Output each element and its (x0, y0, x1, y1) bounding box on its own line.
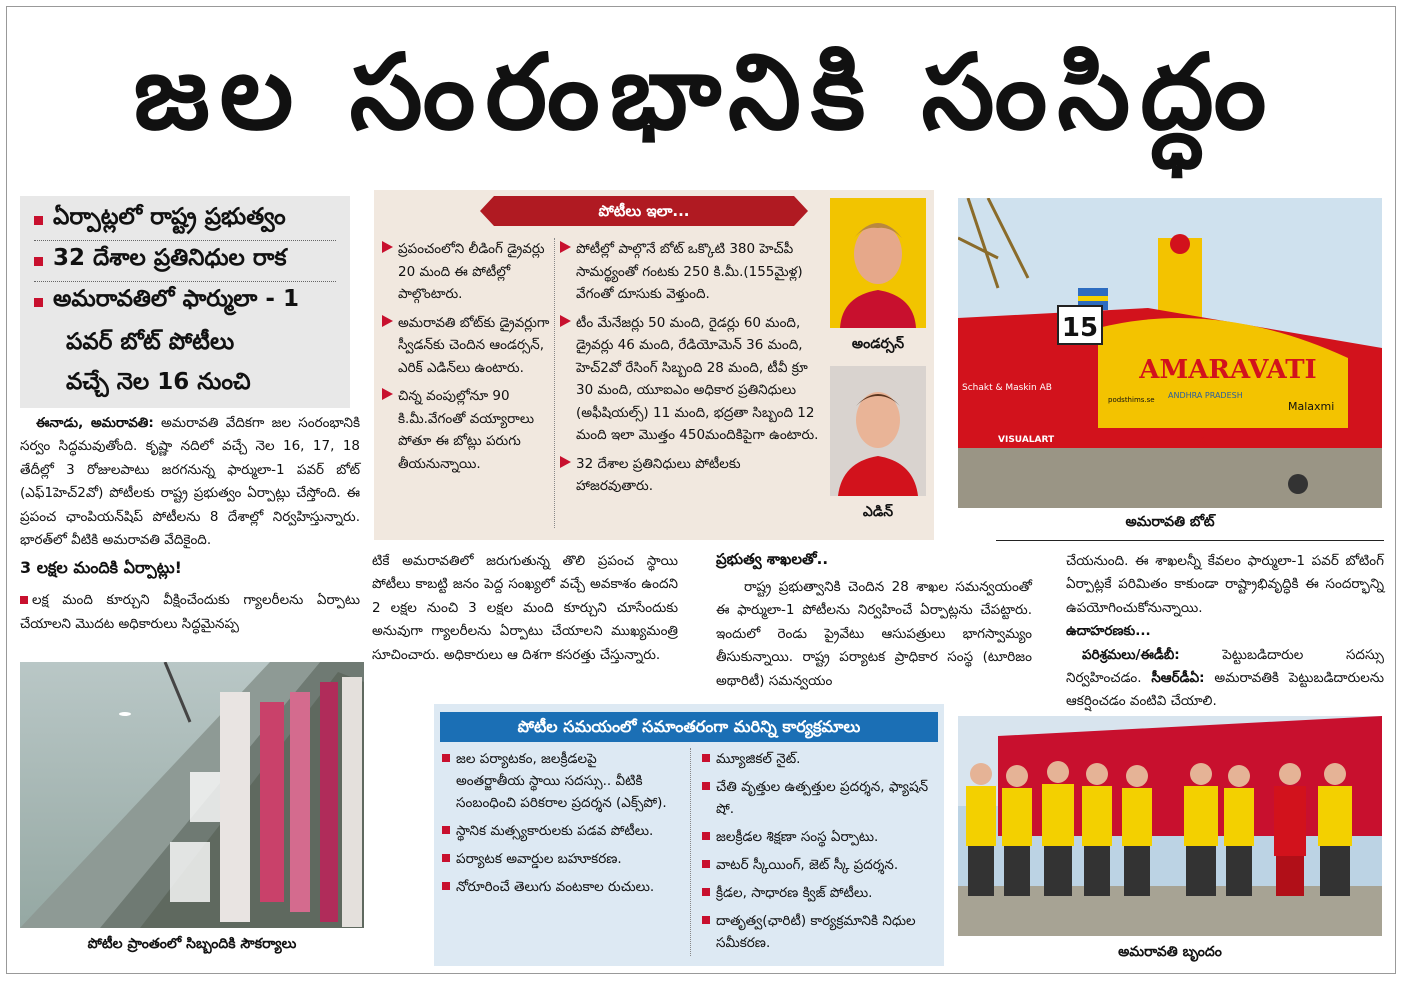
bullet-item: 32 దేశాల ప్రతినిధుల రాక (34, 241, 336, 282)
bullet-square-icon (702, 860, 710, 868)
bullet-item: ఏర్పాట్లలో రాష్ట్ర ప్రభుత్వం (34, 200, 336, 241)
aerial-venue-image (20, 662, 364, 928)
bullet-square-icon (20, 596, 28, 604)
event-item: మ్యూజికల్ నైట్. (702, 748, 938, 770)
arrow-icon (382, 241, 393, 253)
govt-section (716, 550, 1032, 693)
bullet-square-icon (34, 298, 43, 307)
arrow-icon (560, 315, 571, 327)
events-box-title: పోటీల సమయంలో సమాంతరంగా మరిన్ని కార్యక్రమాలు (440, 712, 938, 742)
amaravati-team-image (958, 716, 1382, 936)
facts-box-title: పోటీలు ఇలా... (494, 196, 794, 226)
bullet-square-icon (442, 826, 450, 834)
bullet-subline: వచ్చే నెల 16 నుంచి (66, 369, 251, 395)
event-item: పర్యాటక అవార్డుల బహూకరణ. (442, 848, 668, 870)
arrow-icon (560, 241, 571, 253)
bullet-square-icon (702, 888, 710, 896)
intro-article (20, 412, 360, 636)
fact-item: టీం మేనేజర్లు 50 మంది, రైడర్లు 60 మంది, డ్రైవర్లు 46 మంది, రేడియోమెన్ 36 మంది, హెచ్2వో రేసింగ్ సిబ్బంది 28 మంది, టీవీ క్రూ 30 మంది, యూఐఎం అధికార ప్రతినిధులు (అఫీషియల్స్) 11 మంది, భద్రతా సిబ్బంది 12 మంది ఇలా మొత్తం 450మందికిపైగా ఉంటారు. (560, 312, 820, 447)
portrait-caption: అండర్సన్ (851, 336, 905, 352)
event-item: జలక్రీడల శిక్షణా సంస్థ ఏర్పాటు. (702, 826, 938, 848)
portrait-caption: ఎడిన్ (862, 504, 894, 520)
bullet-square-icon (442, 854, 450, 862)
boat-number: 15 (1061, 313, 1099, 343)
fact-item: 32 దేశాల ప్రతినిధులు పోటీలకు హాజరవుతారు. (560, 453, 820, 498)
driver-portrait-image (830, 198, 926, 328)
team-photo (958, 716, 1382, 936)
bullet-square-icon (34, 257, 43, 266)
intro-paragraph: ఈనాడు, అమరావతి: అమరావతి వేదికగా జల సంరంభానికి సర్వం సిద్ధమవుతోంది. కృష్ణా నదిలో వచ్చే నెల 16, 17, 18 తేదీల్లో 3 రోజులపాటు జరగనున్న ఫార్ములా-1 పవర్ బోట్ (ఎఫ్1హెచ్2వో) పోటీలకు రాష్ట్ర ప్రభుత్వం ఏర్పాట్లు చేస్తోంది. ఈ ప్రపంచ ఛాంపియన్‌షిప్ పోటీలను 8 దేశాల్లో నిర్వహిస్తున్నారు. భారత్‌లో వీటికి అమరావతి వేదికైంది. (20, 415, 360, 549)
facts-column-2 (560, 238, 820, 504)
govt-section-head: ప్రభుత్వ శాఖలతో.. (716, 550, 829, 568)
page-headline: జల సంరంభానికి సంసిద్ధం (133, 31, 1277, 153)
arrow-icon (382, 315, 393, 327)
fact-item: ప్రపంచంలోని లీడింగ్ డ్రైవర్లు 20 మంది ఈ పోటీల్లో పాల్గొంటారు. (382, 238, 550, 306)
event-item: క్రీడల, సాధారణ క్విజ్ పోటీలు. (702, 882, 938, 904)
event-item: స్థానిక మత్స్యకారులకు పడవ పోటీలు. (442, 820, 668, 842)
arrow-icon (382, 388, 393, 400)
divider-line (996, 540, 1384, 541)
events-column-2 (702, 748, 938, 960)
fact-item: చిన్న వంపుల్లోనూ 90 కి.మీ.వేగంతో వయ్యారాలు పోతూ ఈ బోట్లు పరుగు తీయనున్నాయి. (382, 385, 550, 475)
right-article (1066, 550, 1384, 714)
portrait-andersson (830, 198, 926, 328)
event-item: చేతి వృత్తుల ఉత్పత్తుల ప్రదర్శన, ఫ్యాషన్ షో. (702, 776, 938, 820)
events-column-1 (442, 748, 668, 904)
bullet-square-icon (702, 916, 710, 924)
bullet-square-icon (442, 882, 450, 890)
driver-portrait-image (830, 366, 926, 496)
bullet-square-icon (442, 754, 450, 762)
facts-box (374, 190, 934, 540)
boat-brand: CERTEX (1148, 434, 1208, 450)
intro-subhead: 3 లక్షల మందికి ఏర్పాట్లు! (20, 558, 182, 578)
events-box (434, 704, 944, 966)
boat-brand: VISUALART (998, 435, 1055, 445)
team-photo-caption: అమరావతి బృందం (1118, 944, 1222, 960)
aerial-photo-caption: పోటీల ప్రాంతంలో సిబ్బందికి సౌకర్యాలు (87, 936, 297, 952)
boat-brand: ANDHRA PRADESH (1168, 391, 1243, 400)
boat-photo (958, 198, 1382, 508)
bullet-item: అమరావతిలో ఫార్ములా - 1 (34, 282, 336, 322)
event-item: వాటర్ స్కీయింగ్, జెట్ స్కీ ప్రదర్శన. (702, 854, 938, 876)
right-paragraph: చేయనుంది. ఈ శాఖలన్నీ కేవలం ఫార్ములా-1 పవర్ బోటింగ్ ఏర్పాట్లకే పరిమితం కాకుండా రాష్ట్రాభివృద్ధికి ఈ సందర్భాన్ని ఉపయోగించుకోనున్నాయి. (1066, 553, 1384, 616)
facts-column-divider (554, 238, 556, 528)
fact-item: అమరావతి బోట్‌కు డ్రైవర్లుగా స్వీడన్‌కు చెందిన ఆండర్సన్, ఎరిక్ ఎడిన్‌లు ఉంటారు. (382, 312, 550, 380)
facts-column-1 (382, 238, 550, 481)
aerial-photo (20, 662, 364, 928)
fact-item: పోటీల్లో పాల్గొనే బోట్ ఒక్కొటి 380 హెచ్‌పీ సామర్థ్యంతో గంటకు 250 కి.మీ.(155మైళ్ల) వేగంతో దూసుకు వెళ్తుంది. (560, 238, 820, 306)
boat-brand: Schakt & Maskin AB (962, 383, 1052, 393)
amaravati-boat-image (958, 198, 1382, 508)
event-item: జల పర్యాటకం, జలక్రీడలపై అంతర్జాతీయ స్థాయి సదస్సు.. వీటికి సంబంధించి పరికరాల ప్రదర్శన (ఎక్స్‌పో). (442, 748, 668, 814)
bullet-square-icon (702, 754, 710, 762)
boat-brand: Malaxmi (1288, 400, 1335, 413)
bullet-square-icon (34, 216, 43, 225)
events-column-divider (690, 748, 691, 956)
event-item: దాతృత్వ(ఛారిటీ) కార్యక్రమానికి నిధుల సమీకరణ. (702, 910, 938, 954)
right-paragraph-2: పరిశ్రమలు/ఈడీబీ: పెట్టుబడిదారుల సదస్సు నిర్వహించడం. సీఆర్‌డీఏ: అమరావతికి పెట్టుబడిదారులను ఆకర్షించడం వంటివి చేయాలి. (1066, 646, 1384, 710)
boat-brand: podsthims.se (1108, 396, 1155, 404)
boat-hull-text: AMARAVATI (1139, 355, 1317, 385)
example-label: ఉదాహరణకు... (1066, 623, 1151, 640)
bullet-square-icon (702, 832, 710, 840)
dateline: ఈనాడు, అమరావతి: (36, 415, 154, 431)
bullet-box (20, 196, 350, 408)
govt-paragraph: రాష్ట్ర ప్రభుత్వానికి చెందిన 28 శాఖల సమన్వయంతో ఈ ఫార్ములా-1 పోటీలను నిర్వహించే ఏర్పాట్లను చేపట్టారు. ఇందులో రెండు ప్రైవేటు ఆసుపత్రులు భాగస్వామ్యం తీసుకున్నాయి. రాష్ట్ర పర్యాటక ప్రాధికార సంస్థ (టూరిజం అథారిటీ) సమన్వయం (716, 579, 1032, 689)
intro-paragraph-2: లక్ష మంది కూర్చుని వీక్షించేందుకు గ్యాలరీలను ఏర్పాటు చేయాలని మొదట అధికారులు సిద్ధమైనప్ప (20, 592, 360, 632)
boat-photo-caption: అమరావతి బోట్ (1125, 514, 1215, 530)
portrait-edin (830, 366, 926, 496)
bullet-subline: పవర్ బోట్ పోటీలు (66, 329, 235, 355)
middle-paragraph: టికే అమరావతిలో జరుగుతున్న తొలి ప్రపంచ స్థాయి పోటీలు కాబట్టి జనం పెద్ద సంఖ్యలో వచ్చే అవకాశం ఉందని 2 లక్షల నుంచి 3 లక్షల మంది కూర్చుని చూసేందుకు అనువుగా గ్యాలరీలను ఏర్పాటు చేయాలని ముఖ్యమంత్రి సూచించారు. అధికారులు ఆ దిశగా కసరత్తు చేస్తున్నారు. (372, 553, 678, 663)
arrow-icon (560, 456, 571, 468)
bullet-square-icon (702, 782, 710, 790)
event-item: నోరూరించే తెలుగు వంటకాల రుచులు. (442, 876, 668, 898)
